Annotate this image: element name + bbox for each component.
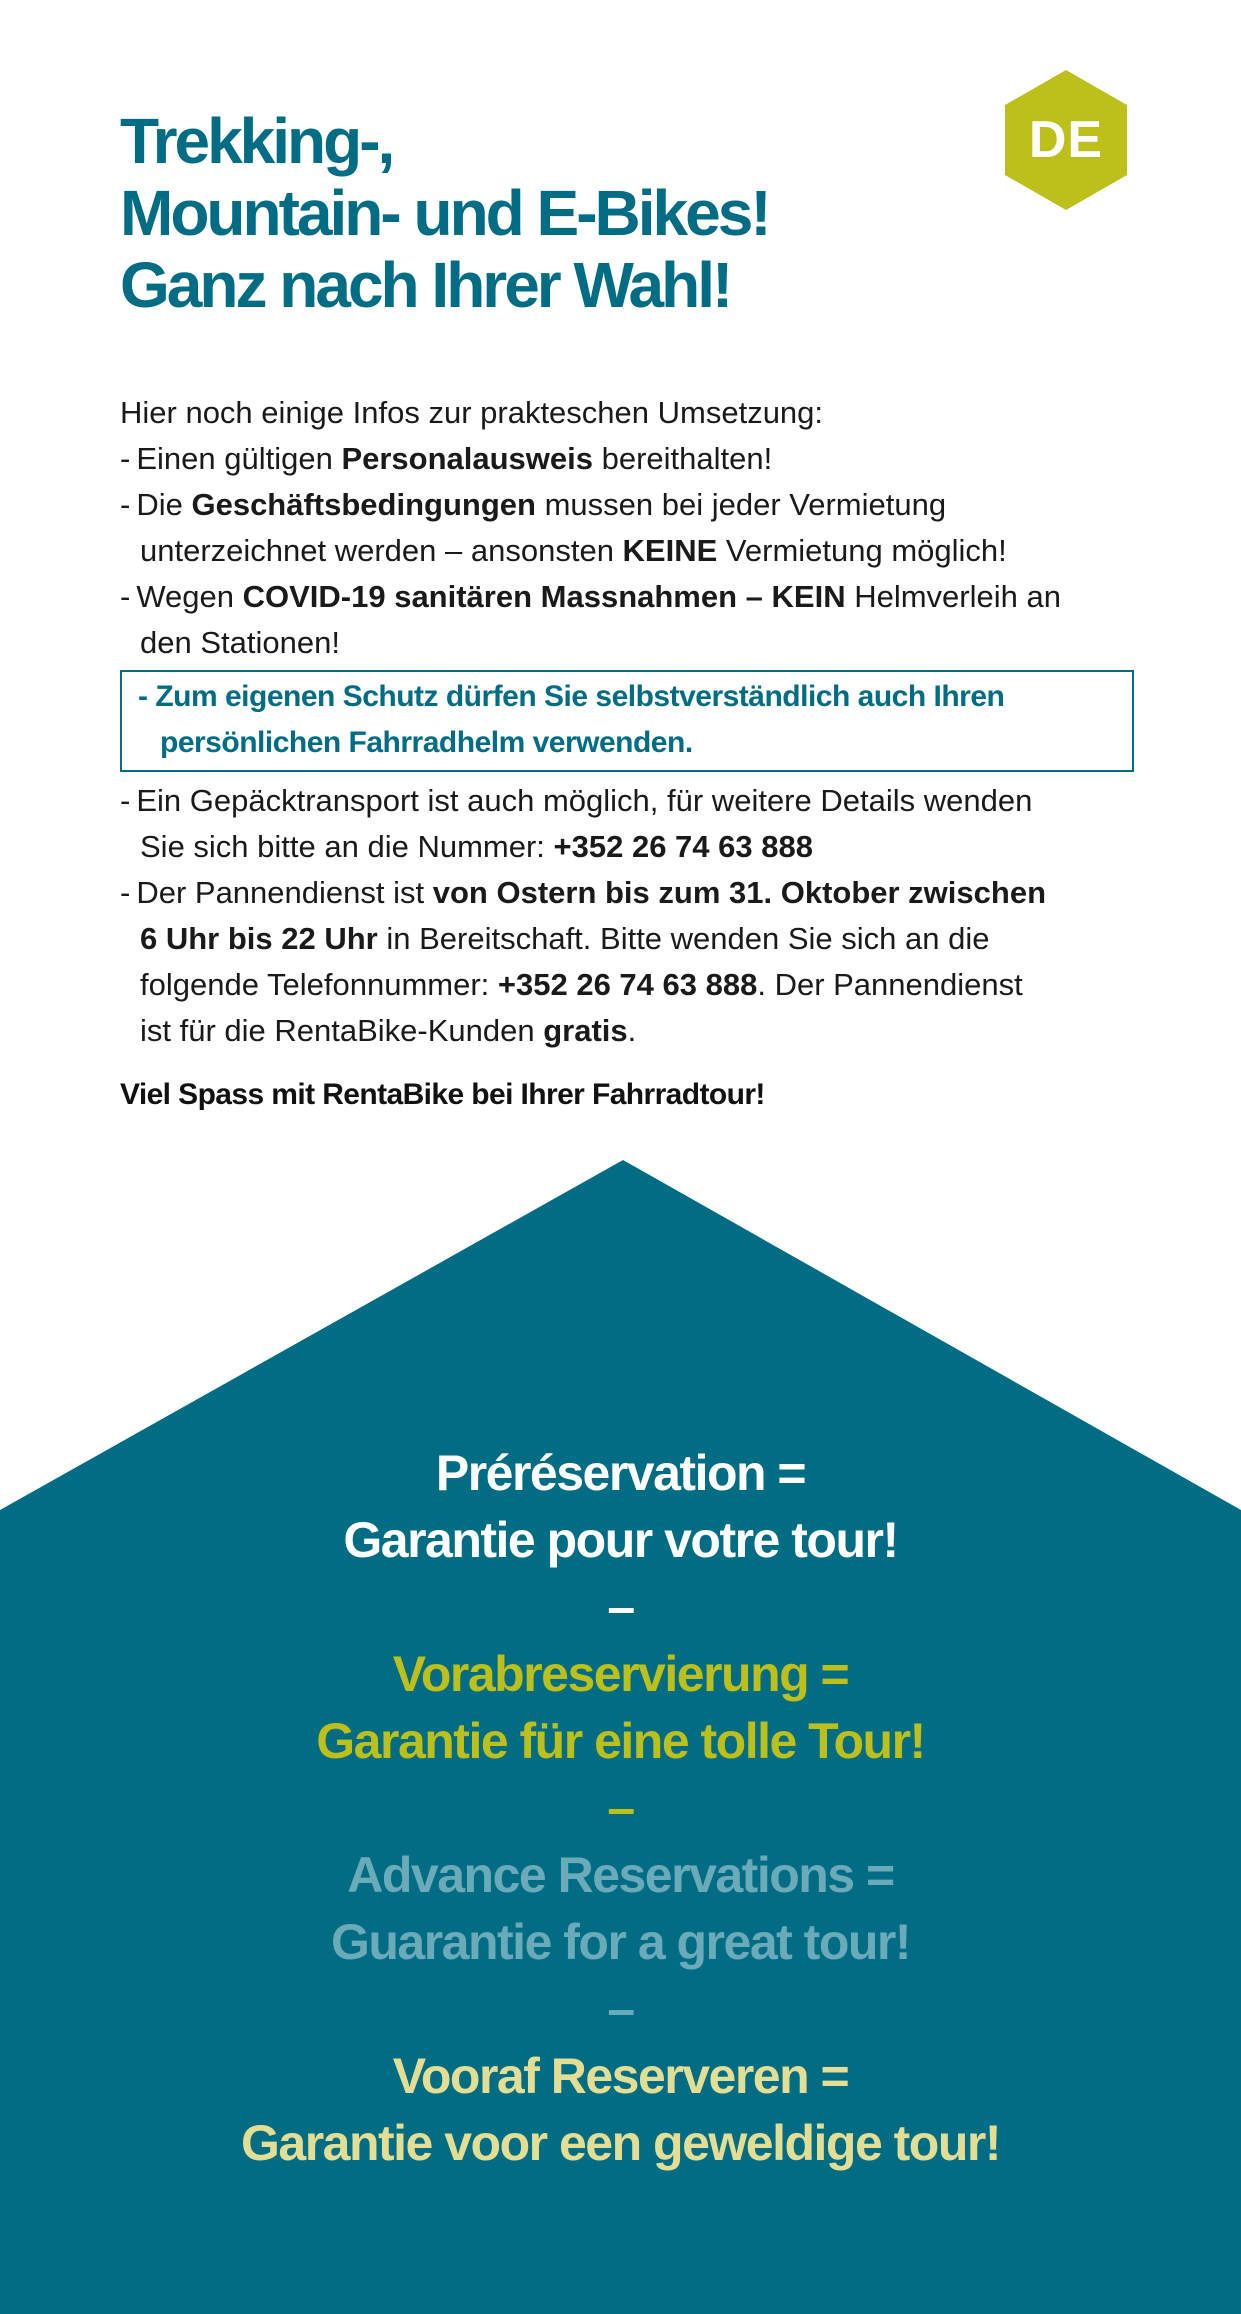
reservation-de-line-2: Garantie für eine tolle Tour! xyxy=(316,1713,925,1769)
reservation-nl-line-1: Vooraf Reserveren = xyxy=(392,2048,849,2104)
reservation-separator-1: – xyxy=(607,1579,634,1635)
reservation-separator-3: – xyxy=(607,1981,634,2037)
info-section xyxy=(120,390,1140,1118)
reservation-fr-line-2: Garantie pour votre tour! xyxy=(343,1512,898,1568)
luggage-phone: +352 26 74 63 888 xyxy=(553,829,813,864)
info-item-terms: - Die Geschäftsbedingungen mussen bei jeder Vermietung xyxy=(120,487,947,522)
language-badge-label: DE xyxy=(1028,111,1104,169)
language-badge xyxy=(1005,70,1127,210)
info-item-breakdown: - Der Pannendienst ist von Ostern bis zum 31. Oktober zwischen xyxy=(120,875,1046,910)
helmet-note-line-1: - Zum eigenen Schutz dürfen Sie selbstverständlich auch Ihren xyxy=(138,680,1005,713)
reservation-nl-line-2: Garantie voor een geweldige tour! xyxy=(241,2115,1000,2171)
reservation-separator-2: – xyxy=(607,1780,634,1836)
info-item-breakdown-cont2: folgende Telefonnummer: +352 26 74 63 888. Der Pannendienst xyxy=(140,967,1023,1002)
info-intro: Hier noch einige Infos zur prakteschen Umsetzung: xyxy=(120,395,824,430)
reservation-block xyxy=(0,1440,1241,2177)
helmet-note-box xyxy=(120,670,1134,772)
headline-line-2: Mountain- und E-Bikes! xyxy=(120,177,769,249)
breakdown-phone: +352 26 74 63 888 xyxy=(497,967,758,1002)
reservation-fr-line-1: Préréservation = xyxy=(435,1445,806,1501)
reservation-en-line-1: Advance Reservations = xyxy=(347,1847,894,1903)
page-headline xyxy=(120,105,970,321)
info-item-breakdown-cont3: ist für die RentaBike-Kunden gratis. xyxy=(140,1013,637,1048)
headline-line-1: Trekking-, xyxy=(120,105,393,177)
info-item-luggage: - Ein Gepäcktransport ist auch möglich, für weitere Details wenden xyxy=(120,783,1033,818)
info-item-covid: - Wegen COVID-19 sanitären Massnahmen – KEIN Helmverleih an xyxy=(120,579,1061,614)
info-item-id-card: - Einen gültigen Personalausweis bereithalten! xyxy=(120,441,773,476)
info-item-terms-cont: unterzeichnet werden – ansonsten KEINE Vermietung möglich! xyxy=(140,533,1007,568)
reservation-de-line-1: Vorabreservierung = xyxy=(392,1646,849,1702)
reservation-en-line-2: Guarantie for a great tour! xyxy=(330,1914,911,1970)
headline-line-3: Ganz nach Ihrer Wahl! xyxy=(120,249,731,321)
helmet-note-line-2: persönlichen Fahrradhelm verwenden. xyxy=(160,726,693,759)
info-item-covid-cont: den Stationen! xyxy=(140,625,340,660)
closing-line: Viel Spass mit RentaBike bei Ihrer Fahrradtour! xyxy=(120,1078,765,1111)
info-item-breakdown-cont1: 6 Uhr bis 22 Uhr in Bereitschaft. Bitte wenden Sie sich an die xyxy=(140,921,990,956)
info-item-luggage-cont: Sie sich bitte an die Nummer: +352 26 74 63 888 xyxy=(140,829,813,864)
